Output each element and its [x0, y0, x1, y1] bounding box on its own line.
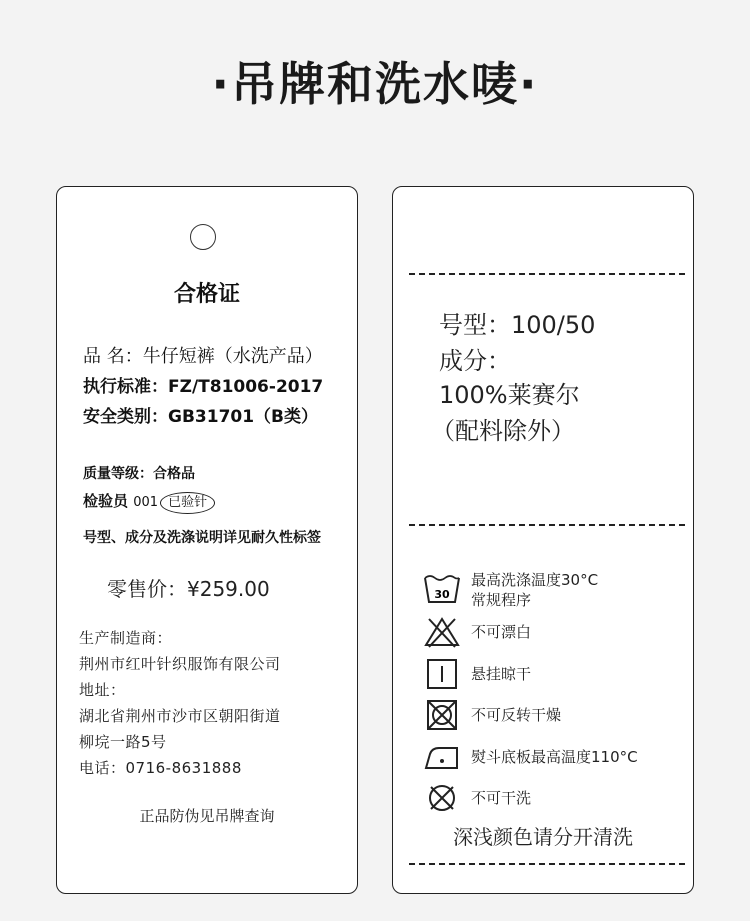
care-text: 不可漂白 [471, 623, 532, 641]
wash-30-icon [423, 572, 461, 606]
care-text: 悬挂晾干 [471, 665, 532, 683]
tag-hole-icon [190, 224, 216, 250]
inspector-id: 001 [133, 495, 159, 510]
address-line2: 柳垸一路5号 [79, 733, 167, 751]
manufacturer-label: 生产制造商： [79, 629, 173, 647]
composition-note: （配料除外） [431, 417, 575, 445]
size: 号型：100/50 [439, 311, 596, 339]
care-text: 常规程序 [471, 591, 532, 609]
wash-label [392, 186, 694, 894]
phone: 电话：0716-8631888 [79, 759, 242, 777]
composition: 100%莱赛尔 [439, 381, 580, 409]
care-text: 不可反转干燥 [471, 706, 562, 724]
standard: 执行标准：FZ/T81006-2017 [83, 377, 324, 397]
address-line1: 湖北省荆州市沙市区朝阳街道 [79, 707, 281, 725]
product-name: 品 名：牛仔短裤（水洗产品） [83, 346, 323, 367]
hang-tag [56, 186, 358, 894]
inspector-label: 检验员 [83, 492, 134, 510]
care-text: 不可干洗 [471, 789, 532, 807]
care-item [423, 657, 683, 691]
no-dry-clean-icon [423, 781, 461, 815]
iron-110-icon [423, 740, 461, 774]
care-item [423, 571, 683, 609]
care-text: 熨斗底板最高温度110°C [471, 748, 638, 766]
care-item [423, 698, 683, 732]
label-note: 号型、成分及洗涤说明详见耐久性标签 [83, 530, 321, 546]
anti-fake-note: 正品防伪见吊牌查询 [139, 807, 275, 825]
page-title: ·吊牌和洗水唛· [211, 57, 539, 111]
care-item [423, 781, 683, 815]
dashed-divider [409, 524, 685, 526]
line-dry-icon [423, 657, 461, 691]
care-item [423, 615, 683, 649]
wash-footer-note: 深浅颜色请分开清洗 [453, 825, 633, 849]
certificate-title: 合格证 [173, 282, 240, 307]
safety-category: 安全类别：GB31701（B类） [83, 407, 319, 427]
dashed-divider [409, 273, 685, 275]
care-text: 最高洗涤温度30°C [471, 571, 599, 589]
care-item [423, 740, 683, 774]
manufacturer: 荆州市红叶针织服饰有限公司 [79, 655, 281, 673]
retail-price: 零售价：¥259.00 [107, 577, 270, 601]
quality-grade: 质量等级：合格品 [83, 466, 195, 482]
composition-label: 成分： [439, 347, 511, 375]
wash-temp: 30 [434, 588, 450, 601]
dashed-divider [409, 863, 685, 865]
no-tumble-dry-icon [423, 698, 461, 732]
inspection-stamp: 已验针 [160, 492, 215, 514]
inspector [83, 490, 215, 514]
address-label: 地址： [79, 681, 126, 699]
no-bleach-icon [423, 615, 461, 649]
